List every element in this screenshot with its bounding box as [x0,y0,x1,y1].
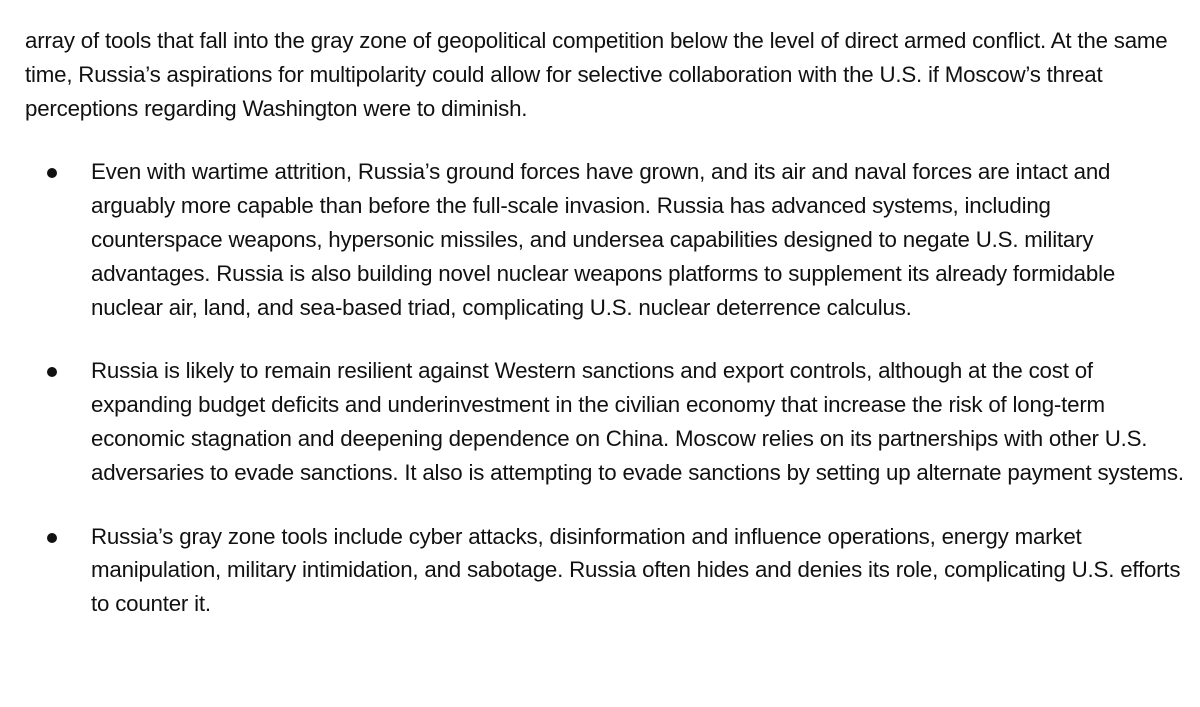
bullet-icon [47,533,57,543]
bullet-text: Even with wartime attrition, Russia’s ground forces have grown, and its air and naval forces are intact and arguably more capable than before the full-scale invasion. Russia has advanced systems, including counterspace weapons, hypersonic missiles, and undersea capabilities designed to negate U.S. military advantages. Russia is also building novel nuclear weapons platforms to supplement its already formidable nuclear air, land, and sea-based triad, complicating U.S. nuclear deterrence calculus. [91,159,1116,320]
bullet-text: Russia’s gray zone tools include cyber attacks, disinformation and influence operations, energy market manipulation, military intimidation, and sabotage. Russia often hides and denies its role, complicating U.S. efforts to counter it. [91,523,1181,617]
bullet-text: Russia is likely to remain resilient against Western sanctions and export controls, although at the cost of expanding budget deficits and underinvestment in the civilian economy that increase the risk of long-term economic stagnation and deepening dependence on China. Moscow relies on its partnerships with other U.S. adversaries to evade sanctions. It also is attempting to evade sanctions by setting up alternate payment systems. [91,358,1184,485]
bullet-icon [47,367,57,377]
list-item [25,520,1185,621]
bullet-list [25,155,1185,621]
bullet-icon [47,168,57,178]
intro-paragraph: array of tools that fall into the gray zone of geopolitical competition below the level of direct armed conflict. At the same time, Russia’s aspirations for multipolarity could allow for selective collaboration with the U.S. if Moscow’s threat perceptions regarding Washington were to diminish. [25,28,1168,121]
list-item [25,354,1185,489]
list-item [25,155,1185,324]
document-page [25,24,1185,651]
